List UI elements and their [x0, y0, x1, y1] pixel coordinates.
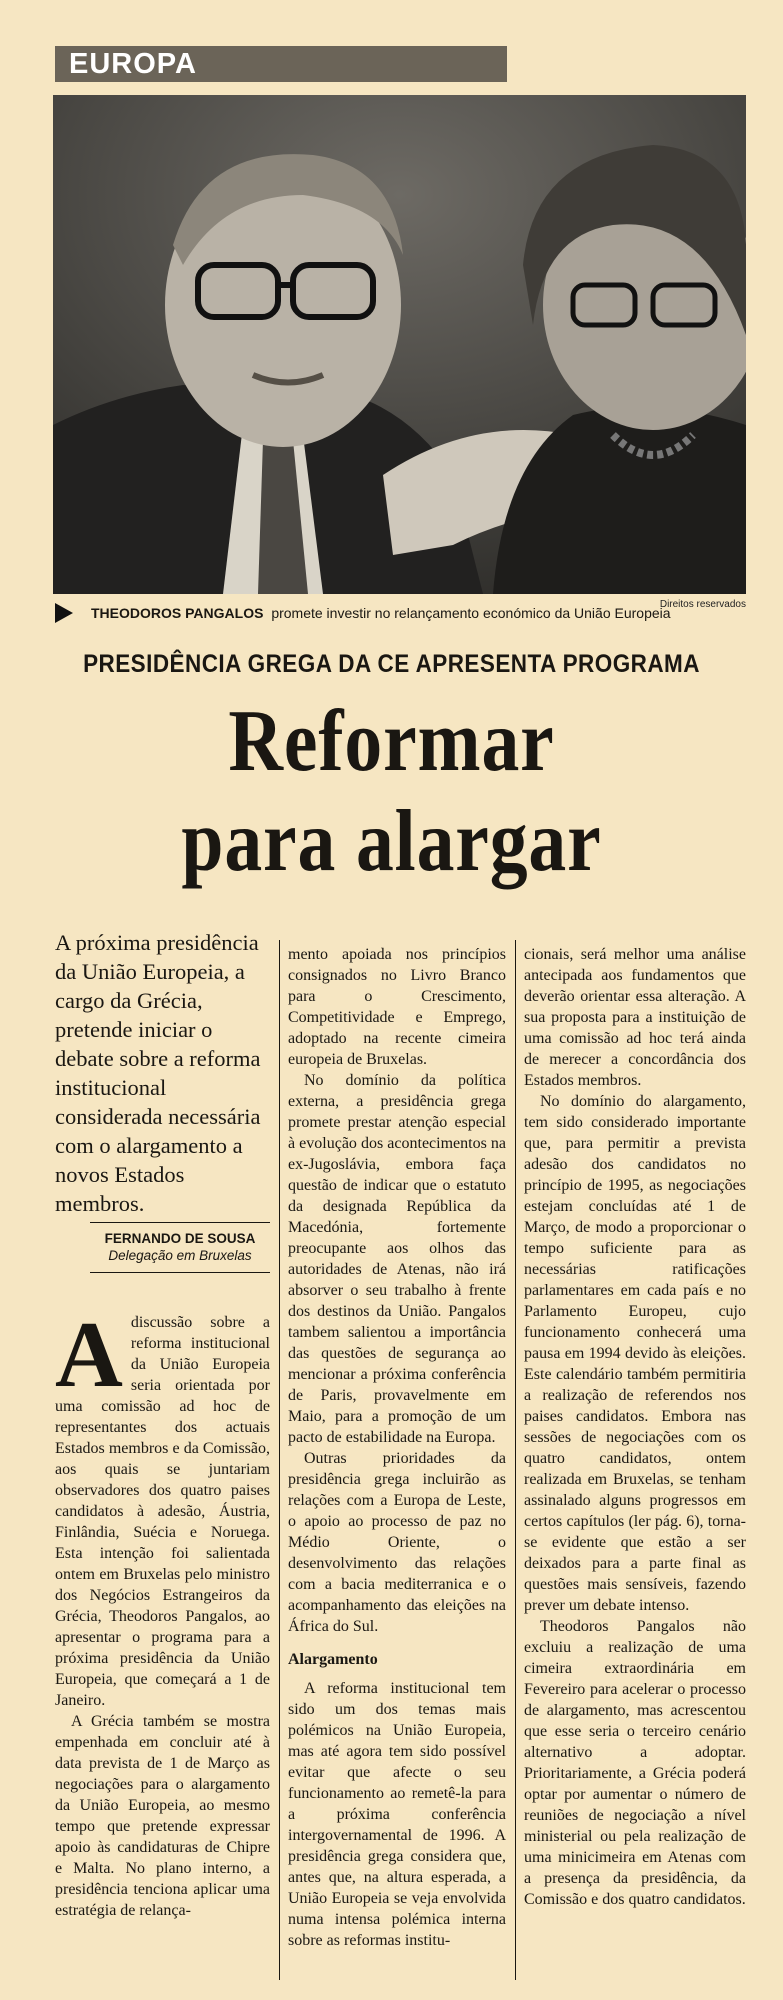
- byline-rule-top: [90, 1222, 270, 1223]
- column-divider: [279, 940, 280, 1980]
- column-1-paragraph: discussão sobre a reforma institucional da União Europeia seria orientada por uma comissão ad hoc de representantes dos actuais Estados membros e da Comissão, aos quais se juntariam observadores dos quatro paises candidatos à adesão, Áustria, Finlândia, Suécia e Noruega. Esta intenção foi salientada ontem em Bruxelas pelo ministro dos Negócios Estrangeiros da Grécia, Theodoros Pangalos, ao apresentar o programa para a próxima presidência da União Europeia, que começará a 1 de Janeiro.: [55, 1314, 270, 1709]
- caption-text: promete investir no relançamento económico da União Europeia: [271, 605, 671, 621]
- column-3-paragraph: No domínio do alargamento, tem sido considerado importante que, para permitir a prevista adesão dos candidatos no princípio de 1995, as negociações estejam concluídas até 1 de Março, de modo a proporcionar o tempo suficiente para as necessárias ratificações parlamentares em cada país e no Parlamento Europeu, cujo funcionamento conhecerá uma pausa em 1994 devido às eleições. Este calendário também permitiria a realização de referendos nos paises candidatos. Embora nas sessões de negociações com os quatro candidatos, ontem realizada em Bruxelas, se tenham assinalado alguns progressos em certos capítulos (ler pág. 6), torna-se evidente que estão a ser deixados para a parte final as questões mais sensíveis, fazendo prever um debate intenso.: [524, 1093, 746, 1614]
- photo-credit: Direitos reservados: [659, 599, 746, 610]
- column-2-paragraph: mento apoiada nos princípios consignados no Livro Branco para o Crescimento, Competitividade e Emprego, adoptado na recente cimeira europeia de Bruxelas.: [288, 946, 506, 1068]
- article-lead: A próxima presidência da União Europeia, a cargo da Grécia, pretende iniciar o debate sobre a reforma institucional considerada necessária com o alargamento a novos Estados membros.: [55, 930, 261, 1216]
- article-column-2: [288, 944, 506, 1951]
- article-kicker: PRESIDÊNCIA GREGA DA CE APRESENTA PROGRAMA: [83, 650, 700, 678]
- section-label: EUROPA: [55, 46, 507, 82]
- column-2-paragraph: A reforma institucional tem sido um dos temas mais polémicos na União Europeia, mas até agora tem sido possível evitar que afecte o seu funcionamento ao remetê-la para a próxima conferência intergovernamental de 1996. A presidência grega considera que, antes que, na altura esperada, a União Europeia se veja envolvida numa intensa polémica interna sobre as reformas institu-: [288, 1680, 506, 1949]
- headline-line-1: Reformar: [228, 693, 555, 790]
- byline: [90, 1230, 270, 1264]
- column-divider: [515, 940, 516, 1980]
- article-column-3: [524, 944, 746, 1910]
- article-column-1: [55, 1303, 270, 1921]
- caption-arrow-icon: [55, 603, 73, 623]
- article-headline: [55, 692, 728, 892]
- byline-author: FERNANDO DE SOUSA: [104, 1231, 256, 1246]
- column-3-paragraph: Theodoros Pangalos não excluiu a realização de uma cimeira extraordinária em Fevereiro para acelerar o processo de alargamento, mas acrescentou que esse seria o terceiro cenário alternativo a adoptar. Prioritariamente, a Grécia poderá optar por aumentar o número de reuniões de negociação a nível ministerial ou pela realização de uma minicimeira em Atenas com a presença da presidência, da Comissão e dos quatro candidatos.: [524, 1618, 746, 1908]
- column-2-paragraph: No domínio da política externa, a presidência grega promete prestar atenção especial à evolução dos acontecimentos na ex-Jugoslávia, embora faça questão de indicar que o estatuto da designada República da Macedónia, fortemente preocupante aos olhos das autoridades de Atenas, não irá absorver o seu trabalho à frente dos destinos da União. Pangalos tambem salientou a importância das questões de segurança ao mencionar a próxima conferência de Paris, provavelmente em Maio, para a promoção de um pacto de estabilidade na Europa.: [288, 1072, 506, 1446]
- drop-cap: A: [55, 1303, 123, 1407]
- column-1-paragraph: A Grécia também se mostra empenhada em concluir até à data prevista de 1 de Março as negociações para o alargamento da União Europeia, ao mesmo tempo que pretende expressar apoio às candidaturas de Chipre e Malta. No plano interno, a presidência tenciona aplicar uma estratégia de relança-: [55, 1713, 270, 1919]
- byline-location: Delegação em Bruxelas: [108, 1248, 252, 1263]
- news-photo: [53, 95, 746, 594]
- photo-illustration: [53, 95, 746, 594]
- subheading: Alargamento: [288, 1651, 378, 1668]
- caption-name: THEODOROS PANGALOS: [91, 605, 264, 621]
- photo-caption: [55, 603, 745, 623]
- column-2-paragraph: Outras prioridades da presidência grega incluirão as relações com a Europa de Leste, o apoio ao processo de paz no Médio Oriente, o desenvolvimento das relações com a bacia mediterranica e o acompanhamento das eleições na África do Sul.: [288, 1450, 506, 1635]
- headline-line-2: para alargar: [181, 793, 602, 890]
- byline-rule-bottom: [90, 1272, 270, 1273]
- column-3-paragraph: cionais, será melhor uma análise antecipada aos fundamentos que deverão orientar essa alteração. A sua proposta para a instituição de uma comissão ad hoc terá ainda de merecer a concordância dos Estados membros.: [524, 946, 746, 1089]
